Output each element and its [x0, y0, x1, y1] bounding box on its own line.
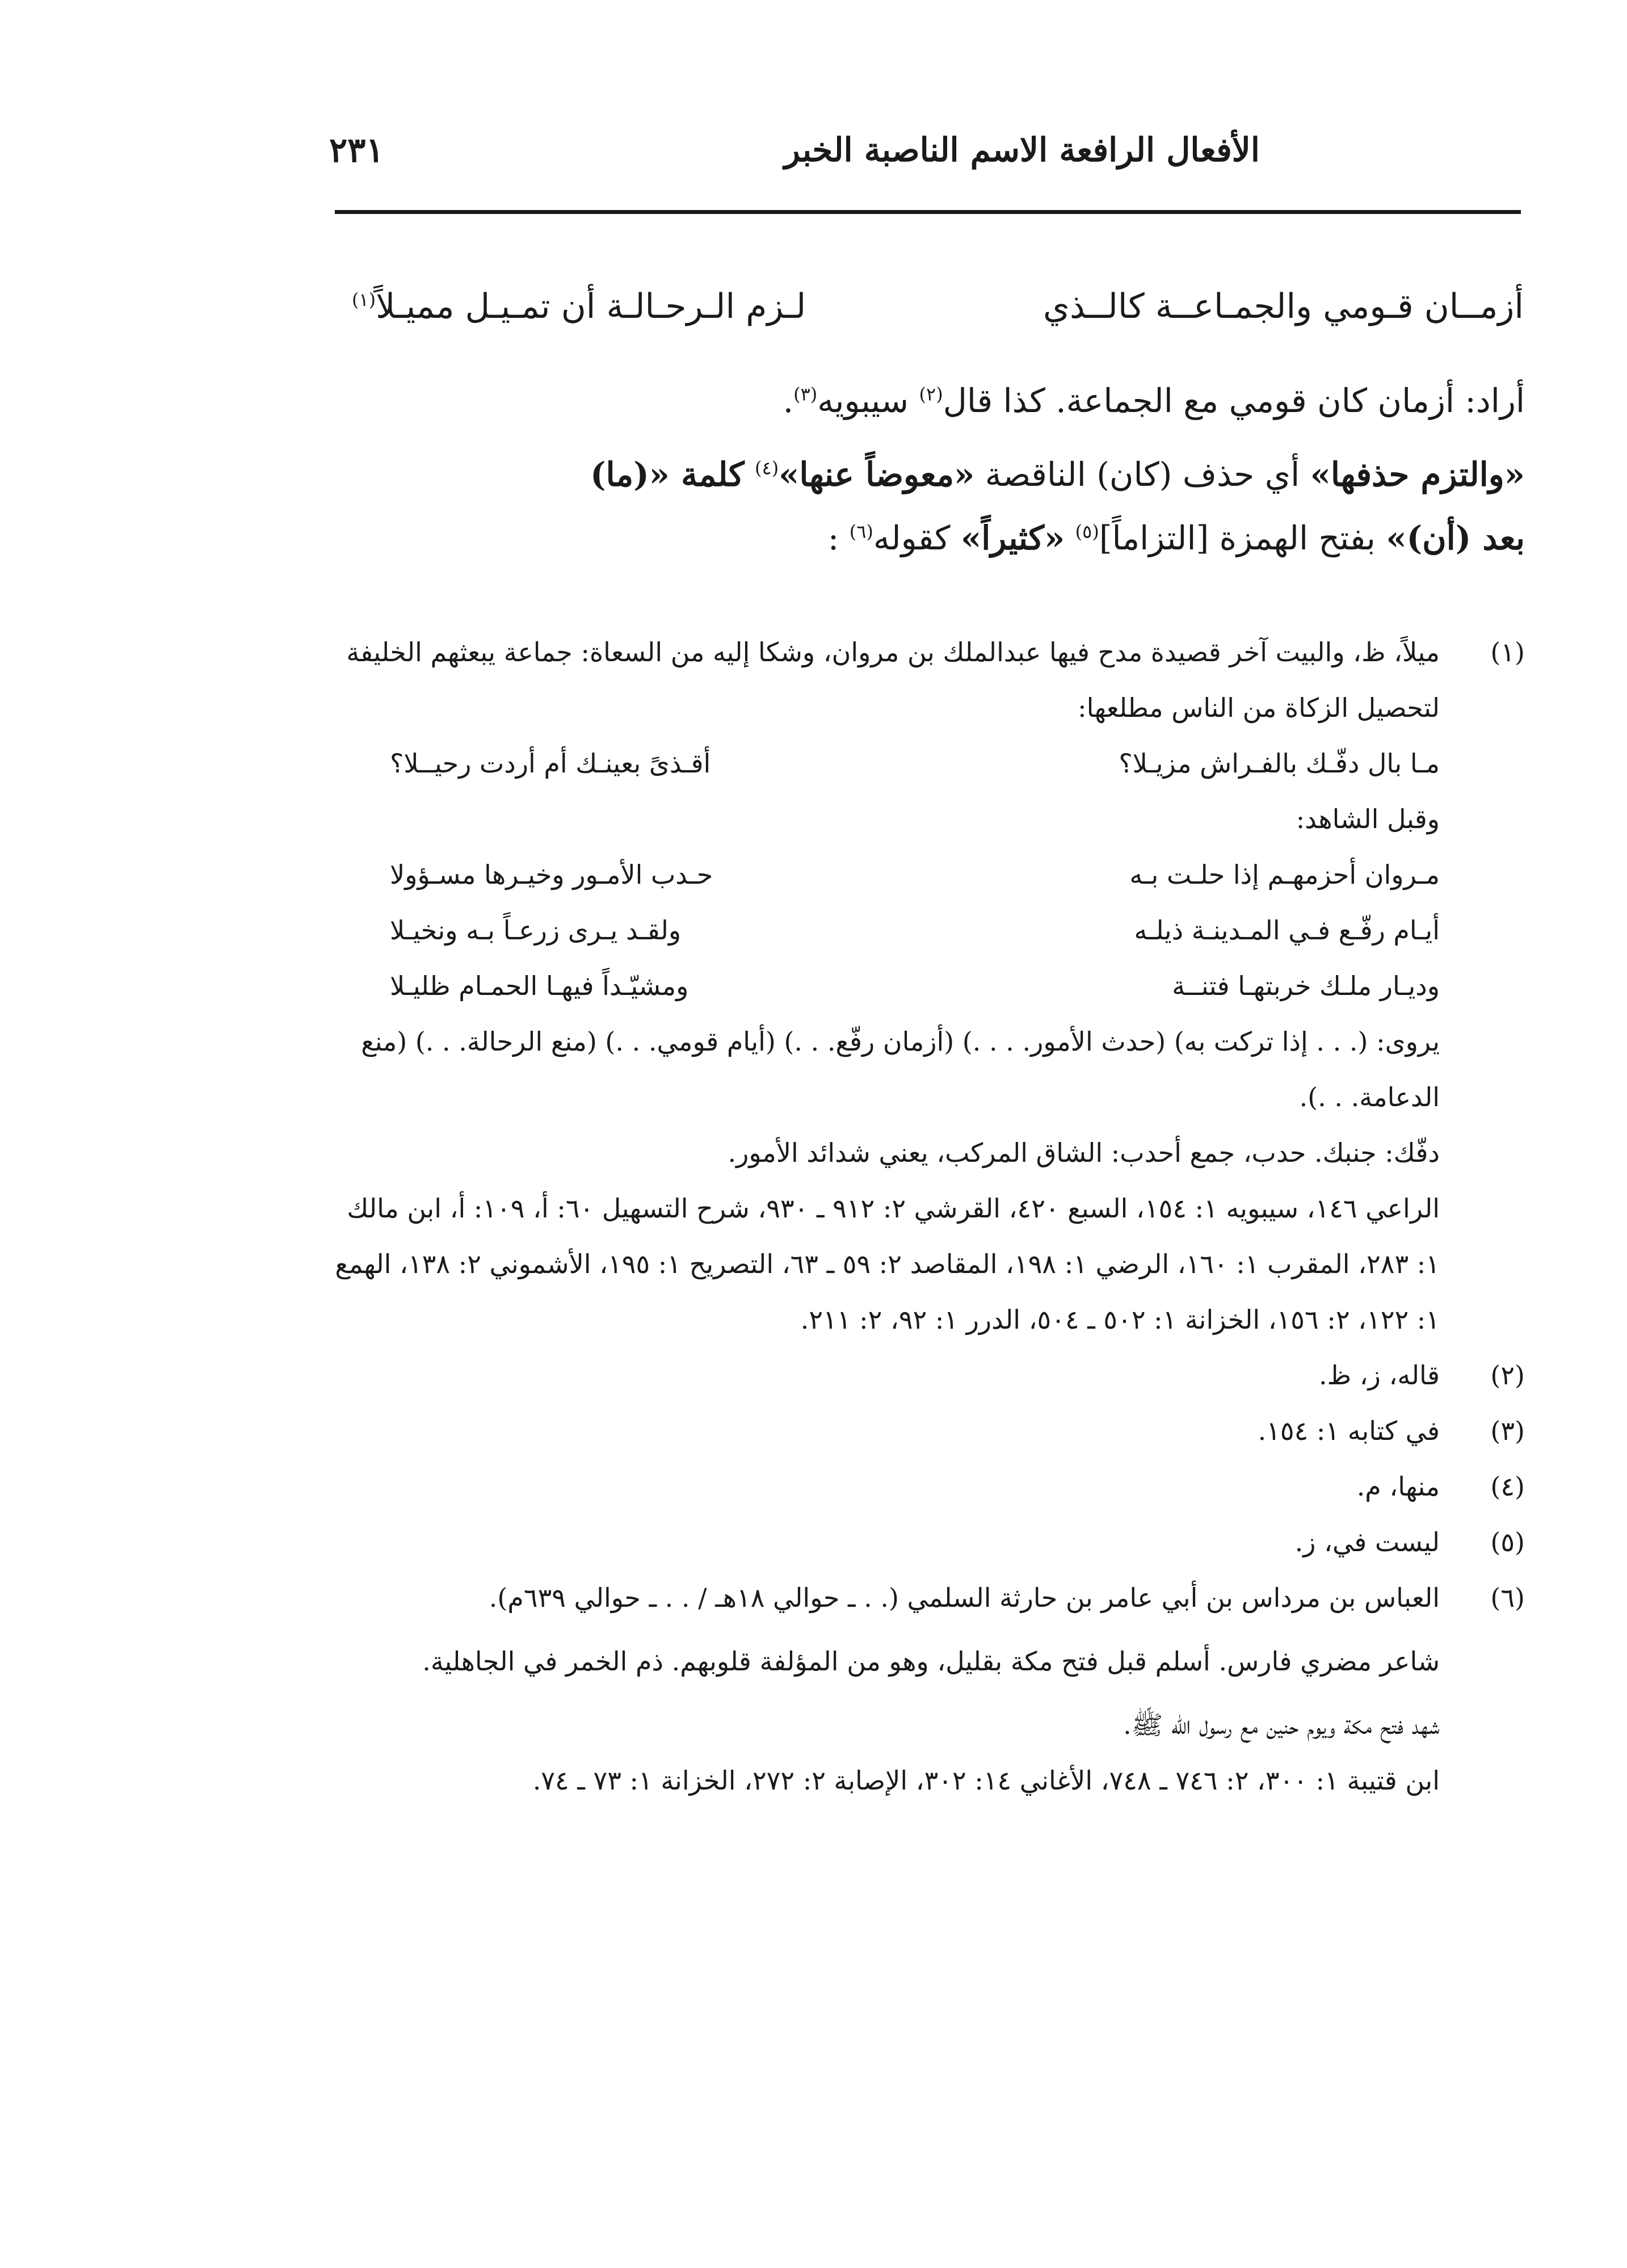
sources-list: ابن قتيبة ١: ٣٠٠، ٢: ٧٤٦ ـ ٧٤٨، الأغاني ١٤: ٣٠٢، الإصابة ٢: ٢٧٢، الخزانة ١: ٧٣ ـ ٧٤.	[532, 1765, 1440, 1796]
page-number: ٢٣١	[329, 131, 384, 170]
footnote-2: (٢) قاله، ز، ظ.	[333, 1347, 1525, 1403]
footnote-number: (١)	[1490, 637, 1525, 667]
verse-first-hemistich: أزمــان قـومي والجمـاعــة كالــذي	[1043, 287, 1524, 326]
header-rule	[335, 210, 1521, 214]
footnote-number: (٥)	[1490, 1527, 1525, 1557]
footnote-number: (٤)	[1490, 1471, 1525, 1502]
quoted-text: «كثيراً»	[960, 519, 1065, 557]
footnote-number: (٢)	[1490, 1360, 1525, 1391]
footnote-number: (٦)	[1490, 1582, 1525, 1613]
quoted-text: «معوضاً عنها»	[779, 455, 975, 494]
poem-line: مـروان أحزمهـم إذا حلـت بـه حـدب الأمـور وخيـرها مسـؤولا	[390, 859, 1440, 890]
footnote-ref: (٢)	[919, 383, 943, 405]
footnote-number: (٣)	[1490, 1416, 1525, 1446]
footnote-5: (٥) ليست في، ز.	[333, 1514, 1525, 1570]
sources-list: الراعي ١٤٦، سيبويه ١: ١٥٤، السبع ٤٢٠، القرشي ٢: ٩١٢ ـ ٩٣٠، شرح التسهيل ٦٠: أ، ١٠٩: أ، ابن مالك ١: ٢٨٣، المقرب ١: ١٦٠، الرضي ١: ١٩٨، المقاصد ٢: ٥٩ ـ ٦٣، التصريح ١: ١٩٥، الأشموني ٢: ١٣٨، الهمع ١: ١٢٢، ٢: ١٥٦، الخزانة ١: ٥٠٢ ـ ٥٠٤، الدرر ١: ٩٢، ٢: ٢١١.	[335, 1193, 1440, 1335]
poem-line: أيـام رفّـع فـي المـدينـة ذيلـه ولقـد يـرى زرعـاً بـه ونخيـلا	[390, 915, 1440, 946]
footnote-ref: (٤)	[755, 457, 779, 479]
poetry-verse	[352, 287, 1524, 349]
running-title: الأفعال الرافعة الاسم الناصبة الخبر	[784, 131, 1260, 169]
main-line: بعد (أن)» بفتح الهمزة [التزاماً]$^{(٥)}$ «كثيراً» كقوله$^{(٦)}$ :	[827, 519, 1525, 557]
footnote-3: (٣) في كتابه ١: ١٥٤.	[333, 1403, 1525, 1459]
footnote-ref: (٦)	[849, 520, 873, 543]
verse-second-hemistich: لـزم الـرحـالـة أن تمـيـل مميـلاً$^{(١)}$	[352, 287, 806, 326]
quoted-text: «والتزم حذفها»	[1310, 455, 1525, 494]
footnote-4: (٤) منها، م.	[333, 1459, 1525, 1514]
footnote-ref: (١)	[352, 289, 376, 310]
footnote-1: (١) ميلاً، ظ، والبيت آخر قصيدة مدح فيها عبدالملك بن مروان، وشكا إليه من السعاة: جماعة يبعثهم الخليفة لتحصيل الزكاة من الناس مطلعها: مـا بال دفّـك بالفـراش مزيـلا؟ أقـذىً بعينـك أم أردت رحيــلا؟ وقبل الشاهد: مـروان أحزمهـم إذا حلـت بـه حـدب الأمـور وخيـرها مسـؤولا أيـام رفّـع فـي المـدينـة ذيلـه ولقـد يـرى زرعـاً بـه ونخيـلا وديـار ملـك خربتهـا فتنــة ومشيّـداً فيهـا الحمـام ظليـلا يروى: (. . . إذا تركت به) (حدث الأمور. . . .) (أزمان رفّع. . .) (أيام قومي. . .) (منع الرحالة. . .) (منع الدعامة. . .). دفّك: جنبك. حدب، جمع أحدب: الشاق المركب، يعني شدائد الأمور. الراعي ١٤٦، سيبويه ١: ١٥٤، السبع ٤٢٠، القرشي ٢: ٩١٢ ـ ٩٣٠، شرح التسهيل ٦٠: أ، ١٠٩: أ، ابن مالك ١: ٢٨٣، المقرب ١: ١٦٠، الرضي ١: ١٩٨، المقاصد ٢: ٥٩ ـ ٦٣، التصريح ١: ١٩٥، الأشموني ٢: ١٣٨، الهمع ١: ١٢٢، ٢: ١٥٦، الخزانة ١: ٥٠٢ ـ ٥٠٤، الدرر ١: ٩٢، ٢: ٢١١.	[333, 624, 1525, 1347]
quoted-text: بعد (أن)»	[1386, 519, 1525, 557]
main-line: «والتزم حذفها» أي حذف (كان) الناقصة «معوضاً عنها»$^{(٤)}$ كلمة «(ما)	[590, 455, 1525, 494]
running-header	[318, 131, 1527, 193]
footnote-6: (٦) العباس بن مرداس بن أبي عامر بن حارثة السلمي (. . ـ حوالي ١٨هـ / . . ـ حوالي ٦٣٩م). شاعر مضري فارس. أسلم قبل فتح مكة بقليل، وهو من المؤلفة قلوبهم. ذم الخمر في الجاهلية. شهد فتح مكة ويوم حنين مع رسول الله ﷺ. ابن قتيبة ١: ٣٠٠، ٢: ٧٤٦ ـ ٧٤٨، الأغاني ١٤: ٣٠٢، الإصابة ٢: ٢٧٢، الخزانة ١: ٧٣ ـ ٧٤.	[333, 1570, 1525, 1808]
footnotes	[333, 624, 1525, 1808]
poem-line: مـا بال دفّـك بالفـراش مزيـلا؟ أقـذىً بعينـك أم أردت رحيــلا؟	[390, 748, 1440, 779]
footnote-ref: (٥)	[1075, 520, 1099, 543]
main-line: أراد: أزمان كان قومي مع الجماعة. كذا قال$^{(٢)}$ سيبويه$^{(٣)}$.	[783, 381, 1525, 420]
main-text	[356, 369, 1525, 570]
footnote-ref: (٣)	[793, 383, 818, 405]
poem-line: وديـار ملـك خربتهـا فتنــة ومشيّـداً فيهـا الحمـام ظليـلا	[390, 971, 1440, 1001]
